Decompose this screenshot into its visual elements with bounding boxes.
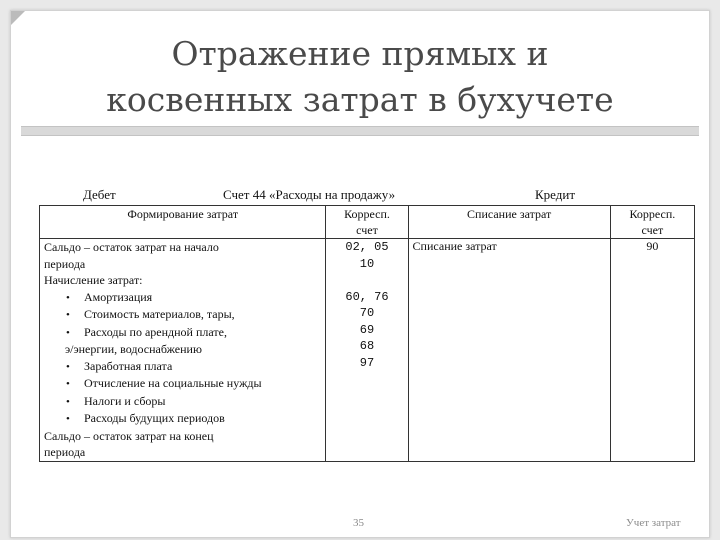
header-writeoff: Списание затрат <box>408 206 610 239</box>
account-code: 02, 05 <box>345 240 389 254</box>
closing-balance-1: Сальдо – остаток затрат на конец <box>44 428 214 443</box>
writeoff-cell <box>408 239 610 462</box>
corr-account-codes <box>326 239 408 462</box>
list-item: • Налоги и сборы <box>44 393 321 411</box>
page-number: 35 <box>353 517 364 529</box>
footer-text: Учет затрат <box>626 517 681 529</box>
account-code: 68 <box>359 339 375 353</box>
writeoff-account-cell <box>610 239 694 462</box>
opening-balance-1: Сальдо – остаток затрат на начало <box>44 240 219 254</box>
opening-balance-2: периода <box>44 256 86 271</box>
writeoff-text: Списание затрат <box>412 239 497 253</box>
slide-title <box>11 31 709 123</box>
title-line-2: косвенных затрат в бухучете <box>106 80 614 119</box>
ledger-body-row <box>40 239 695 462</box>
title-divider <box>21 126 699 136</box>
header-corr-right-1: Корресп. <box>629 207 676 221</box>
list-item: • Расходы будущих периодов <box>44 410 321 428</box>
header-corr-right <box>610 206 694 239</box>
list-item: • Расходы по арендной плате, <box>44 324 321 342</box>
list-item: • Амортизация <box>44 289 321 307</box>
account-code: 97 <box>359 355 375 370</box>
list-item: • Стоимость материалов, тары, <box>44 306 321 324</box>
accrual-heading: Начисление затрат: <box>44 273 143 287</box>
account-label: Счет 44 «Расходы на продажу» <box>223 187 396 202</box>
ledger-header-row <box>40 206 695 239</box>
header-corr-right-2: счет <box>641 223 664 237</box>
debit-label: Дебет <box>83 187 116 202</box>
formation-cell <box>40 239 326 462</box>
account-code: 60, 76 <box>345 289 389 304</box>
header-formation: Формирование затрат <box>40 206 326 239</box>
list-item: • Отчисление на социальные нужды <box>44 375 321 393</box>
list-item: • Заработная плата <box>44 358 321 376</box>
header-corr-left-1: Корресп. <box>344 207 390 221</box>
header-corr-left <box>326 206 408 239</box>
header-corr-left-2: счет <box>356 223 378 237</box>
account-code: 69 <box>359 322 375 337</box>
list-item-continuation: э/энергии, водоснабжению <box>65 342 202 356</box>
slide <box>10 10 710 538</box>
credit-label: Кредит <box>535 187 576 202</box>
ledger-table <box>39 205 695 462</box>
writeoff-account: 90 <box>646 239 659 253</box>
account-code: 10 <box>359 256 375 271</box>
corner-decoration <box>11 11 25 25</box>
closing-balance-2: периода <box>44 445 86 459</box>
title-line-1: Отражение прямых и <box>171 34 549 73</box>
account-code-spacer <box>330 272 403 289</box>
account-code: 70 <box>359 306 375 320</box>
